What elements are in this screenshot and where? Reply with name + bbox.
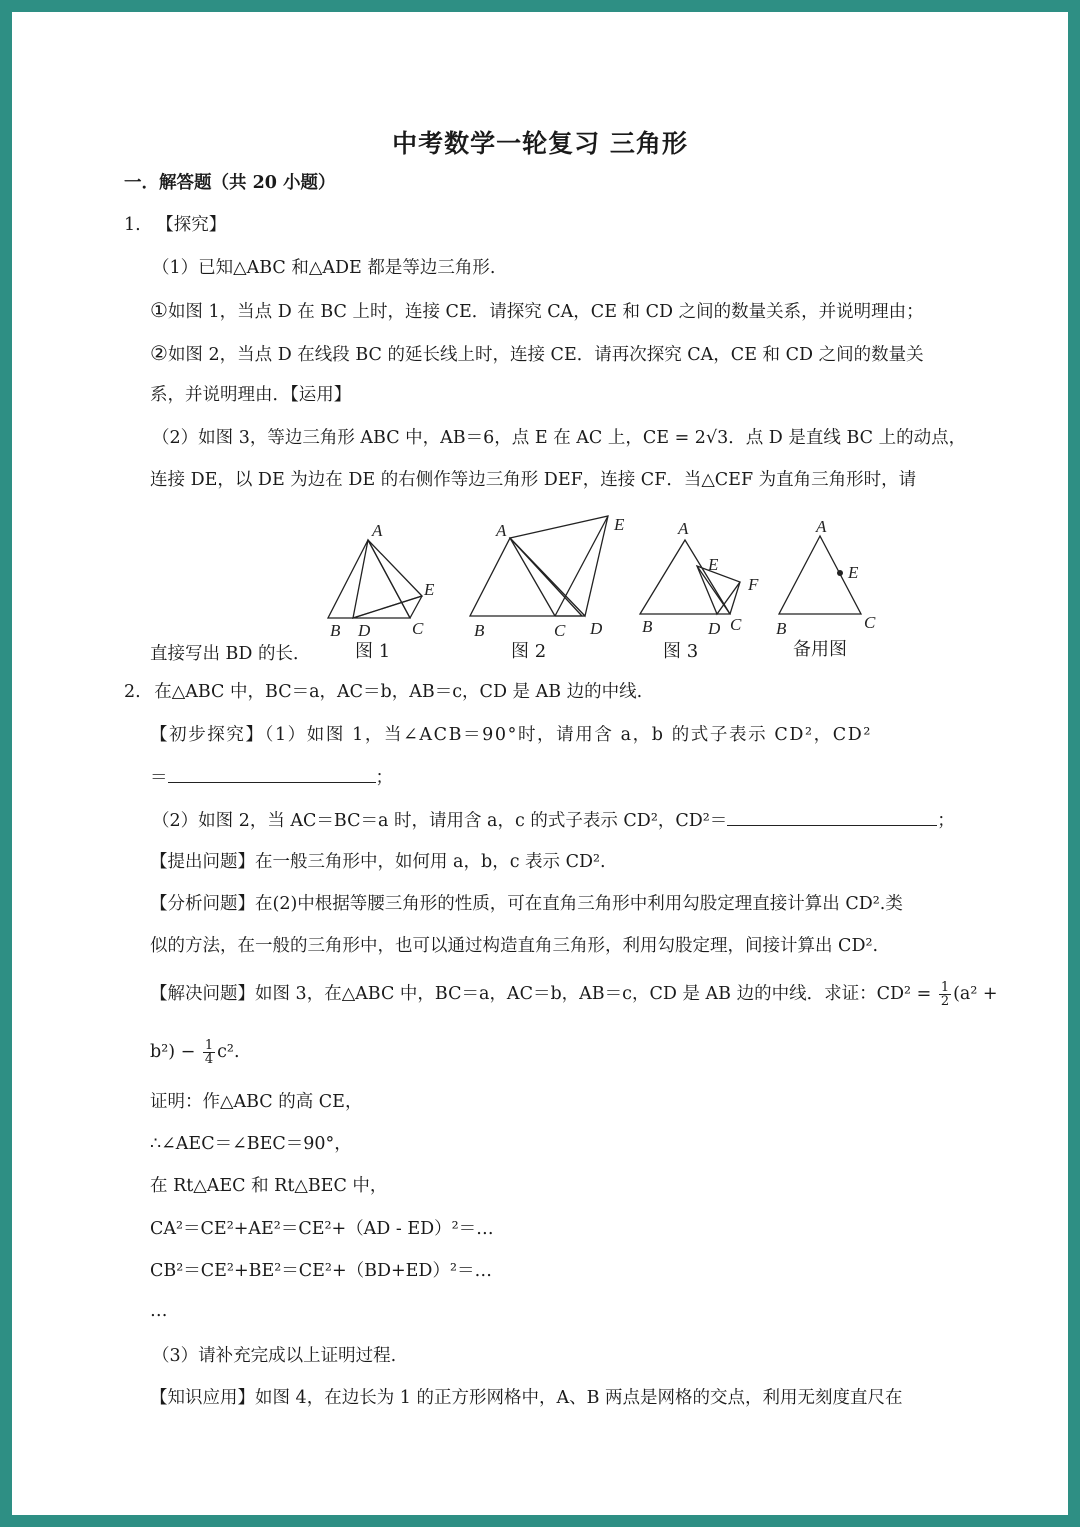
q2-explore-2-text: （2）如图 2，当 AC＝BC＝a 时，请用含 a，c 的式子表示 CD²，CD²＝: [152, 811, 728, 831]
fig2-label: E: [614, 515, 625, 534]
q2-number: 2.: [124, 682, 141, 702]
fig3-label: A: [678, 519, 689, 538]
document-page: [12, 12, 1068, 1515]
answer-blank-2[interactable]: [727, 807, 937, 826]
q2-solve-cont-a: b²) −: [150, 1042, 201, 1062]
q2-explore-1-answer: [150, 764, 393, 791]
fig4-label: A: [816, 517, 827, 536]
fig4-label: E: [848, 563, 859, 582]
q2-explore-2-end: ；: [937, 811, 955, 831]
q1-figures: [312, 504, 992, 640]
q2-proof-ellipsis: …: [150, 1301, 168, 1321]
q2-question: 【提出问题】在一般三角形中，如何用 a，b，c 表示 CD².: [150, 852, 606, 872]
q2-application: 【知识应用】如图 4，在边长为 1 的正方形网格中，A、B 两点是网格的交点，利用无刻度直尺在: [150, 1388, 903, 1408]
fig3-triangle-def: [697, 566, 740, 614]
q2-part3: （3）请补充完成以上证明过程.: [152, 1346, 397, 1366]
fig3-label: B: [642, 617, 653, 636]
fig4-label: B: [776, 619, 787, 638]
q2-proof-5: CB²＝CE²+BE²＝CE²+（BD+ED）²＝…: [150, 1261, 492, 1281]
q1-part1-sub2: [150, 340, 924, 368]
section-heading: 一．解答题（共 20 小题）: [124, 173, 336, 193]
fraction-half: $\frac{1}{2}$: [940, 980, 950, 1009]
q2-intro: 在△ABC 中，BC＝a，AC＝b，AB＝c，CD 是 AB 边的中线.: [154, 682, 643, 702]
q2-solve-tail: (a² +: [953, 984, 998, 1004]
fig4-caption: 备用图: [793, 639, 847, 660]
q2-solve-text: 【解决问题】如图 3，在△ABC 中，BC＝a，AC＝b，AB＝c，CD 是 AB 边的中线．求证：CD² =: [150, 984, 937, 1004]
answer-blank-1[interactable]: [168, 764, 376, 783]
fig4-label: C: [864, 613, 876, 632]
q2-solve-cont-b: c².: [217, 1042, 240, 1062]
fig4-point-e: [837, 570, 843, 576]
q2-explore-2: [152, 807, 955, 834]
q2-header: [124, 679, 642, 705]
q2-explore-1-eq: ＝: [150, 768, 168, 788]
fig3-label: D: [708, 619, 721, 638]
circle-1-icon: ①: [150, 298, 168, 322]
fig2-caption: 图 2: [511, 641, 547, 662]
fig1-label: C: [412, 619, 424, 638]
fig1-label: B: [330, 621, 341, 640]
q2-proof-4: CA²＝CE²+AE²＝CE²+（AD - ED）²＝…: [150, 1219, 494, 1239]
fig3-label: F: [748, 575, 759, 594]
q1-part2: （2）如图 3，等边三角形 ABC 中，AB＝6，点 E 在 AC 上，CE = 2√3．点 D 是直线 BC 上的动点，: [152, 428, 967, 448]
q1-header: [124, 212, 226, 238]
q2-proof-1: 证明：作△ABC 的高 CE，: [150, 1092, 363, 1112]
q2-proof-3: 在 Rt△AEC 和 Rt△BEC 中，: [150, 1176, 388, 1196]
q2-analysis-1: 【分析问题】在(2)中根据等腰三角形的性质，可在直角三角形中利用勾股定理直接计算出 CD².类: [150, 894, 903, 914]
q2-solve-cont: [150, 1032, 240, 1072]
fig2-label: D: [590, 619, 603, 638]
fraction-quarter: $\frac{1}{4}$: [204, 1038, 214, 1067]
q2-explore-1: 【初步探究】（1）如图 1，当∠ACB＝90°时，请用含 a，b 的式子表示 CD²，CD²: [150, 725, 872, 745]
q2-proof-2: ∴∠AEC＝∠BEC＝90°，: [150, 1134, 352, 1154]
fig2-label: B: [474, 621, 485, 640]
q1-part1-sub1: [150, 297, 924, 325]
fig3-label: C: [730, 615, 742, 634]
fig1-triangle-abc: [328, 540, 410, 618]
fig2-triangle-abc: [470, 538, 582, 616]
circle-2-icon: ②: [150, 341, 168, 365]
q1-head: 【探究】: [156, 215, 227, 235]
fig3-triangle-abc: [640, 540, 730, 614]
page-title: 中考数学一轮复习 三角形: [392, 129, 688, 158]
q2-solve: [150, 974, 998, 1014]
q2-explore-1-end: ；: [375, 768, 393, 788]
q1-part1: （1）已知△ABC 和△ADE 都是等边三角形.: [152, 258, 496, 278]
fig2-label: C: [554, 621, 566, 640]
fig1-caption: 图 1: [355, 641, 391, 662]
fig3-caption: 图 3: [663, 641, 699, 662]
q2-analysis-2: 似的方法，在一般的三角形中，也可以通过构造直角三角形，利用勾股定理，间接计算出 CD².: [150, 936, 879, 956]
q1-part2-cont: 连接 DE，以 DE 为边在 DE 的右侧作等边三角形 DEF，连接 CF．当△CEF 为直角三角形时，请: [150, 470, 917, 490]
q1-part1-sub2-text: 如图 2，当点 D 在线段 BC 的延长线上时，连接 CE．请再次探究 CA，CE 和 CD 之间的数量关: [167, 345, 924, 365]
q1-number: 1.: [124, 215, 141, 235]
q1-part2-end: 直接写出 BD 的长．: [150, 644, 311, 664]
fig3-label: E: [708, 555, 719, 574]
fig1-label: A: [372, 521, 383, 540]
fig1-label: E: [424, 580, 435, 599]
fig2-triangle-ade: [510, 516, 608, 616]
fig2-label: A: [496, 521, 507, 540]
q1-part1-sub1-text: 如图 1，当点 D 在 BC 上时，连接 CE．请探究 CA，CE 和 CD 之间的数量关系，并说明理由；: [167, 302, 924, 322]
q1-part1-sub2-cont: 系，并说明理由．【运用】: [150, 385, 352, 405]
fig1-label: D: [358, 621, 371, 640]
fig1-triangle-ade: [353, 540, 422, 618]
